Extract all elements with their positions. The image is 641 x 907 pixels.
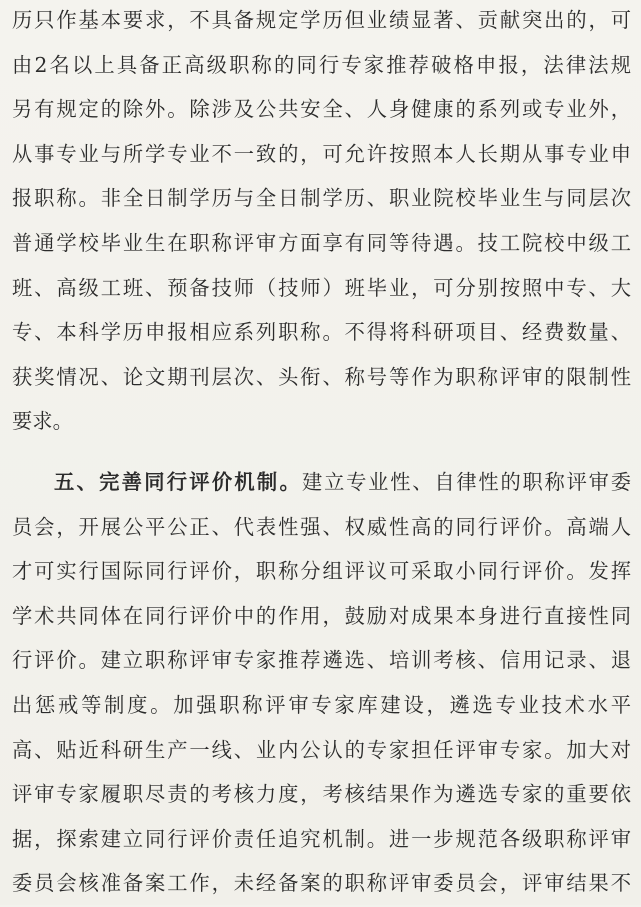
text-line: 历只作基本要求，不具备规定学历但业绩显著、贡献突出的，可 [12, 8, 631, 32]
text-line: 员会，开展公平公正、代表性强、权威性高的同行评价。高端人 [12, 514, 631, 539]
text-line: 行评价。建立职称评审专家推荐遴选、培训考核、信用记录、退 [12, 648, 631, 673]
text-line: 要求。 [12, 409, 73, 434]
section-5-heading: 五、完善同行评价机制。 [54, 469, 303, 494]
text-line: 才可实行国际同行评价，职称分组评议可采取小同行评价。发挥 [12, 559, 631, 584]
text-line: 从事专业与所学专业不一致的，可允许按照本人长期从事专业申 [12, 141, 631, 166]
text-line: 报职称。非全日制学历与全日制学历、职业院校毕业生与同层次 [12, 186, 631, 211]
text-line: 委员会核准备案工作，未经备案的职称评审委员会，评审结果不 [12, 871, 631, 896]
section-5 [12, 460, 631, 906]
section-5-first-line-text: 建立专业性、自律性的职称评审委 [302, 469, 631, 494]
text-line: 专、本科学历申报相应系列职称。不得将科研项目、经费数量、 [12, 320, 631, 345]
text-line: 高、贴近科研生产一线、业内公认的专家担任评审专家。加大对 [12, 737, 631, 762]
text-line: 另有规定的除外。除涉及公共安全、人身健康的系列或专业外， [12, 97, 631, 122]
text-line: 由2名以上具备正高级职称的同行专家推荐破格申报，法律法规 [12, 52, 631, 77]
text-line: 获奖情况、论文期刊层次、头衔、称号等作为职称评审的限制性 [12, 364, 631, 389]
text-line: 评审专家履职尽责的考核力度，考核结果作为遴选专家的重要依 [12, 782, 631, 807]
text-line: 据，探索建立同行评价责任追究机制。进一步规范各级职称评审 [12, 826, 631, 851]
text-line: 普通学校毕业生在职称评审方面享有同等待遇。技工院校中级工 [12, 230, 631, 255]
text-line: 班、高级工班、预备技师（技师）班毕业，可分别按照中专、大 [12, 275, 631, 300]
paragraph-gap [12, 444, 631, 460]
section-5-first-line [12, 460, 631, 505]
paragraph-1 [12, 0, 631, 444]
text-line: 出惩戒等制度。加强职称评审专家库建设，遴选专业技术水平 [12, 692, 631, 717]
text-line: 学术共同体在同行评价中的作用，鼓励对成果本身进行直接性同 [12, 603, 631, 628]
